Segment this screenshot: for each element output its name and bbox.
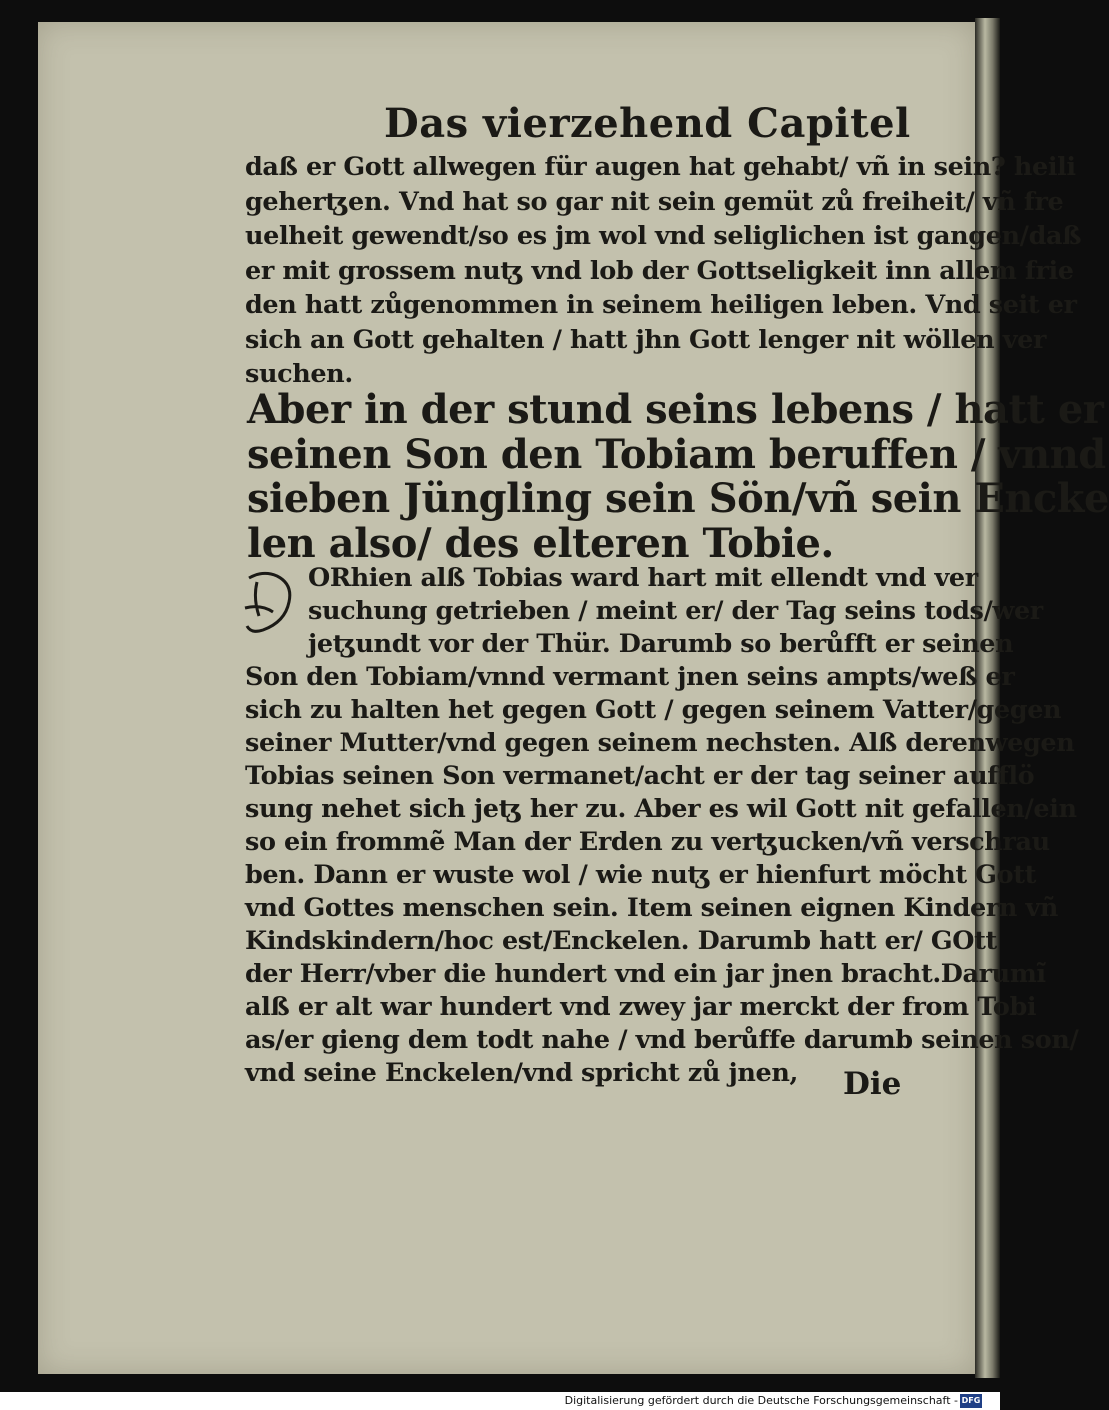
p2-line: sung nehet sich jeꜩ her zu. Aber es wil Gott nit gefallen/ein: [245, 794, 1077, 824]
hd-line: sieben Jüngling sein Sön/vñ sein Encke: [247, 475, 1109, 522]
p1-line: suchen.: [245, 359, 353, 389]
p1-line: er mit grossem nuꜩ vnd lob der Gottseligkeit inn allem frie: [245, 255, 1074, 286]
running-head: Das vierzehend Capitel: [384, 100, 911, 147]
p2-line: Kindskindern/hoc est/Enckelen. Darumb hatt er/ GOtt: [245, 926, 997, 956]
p2-line: suchung getrieben / meint er/ der Tag seins tods/wer: [308, 596, 1043, 626]
p1-line: sich an Gott gehalten / hatt jhn Gott lenger nit wöllen ver: [245, 324, 1047, 355]
p2-line: vnd seine Enckelen/vnd spricht zů jnen,: [245, 1058, 798, 1088]
dfg-logo-icon: DFG: [960, 1394, 982, 1408]
p2-line: alß er alt war hundert vnd zwey jar merckt der from Tobi: [245, 992, 1037, 1022]
p2-line: vnd Gottes menschen sein. Item seinen eignen Kindern vñ: [245, 893, 1059, 923]
p1-line: geherꜩen. Vnd hat so gar nit sein gemüt zů freiheit/ vñ fre: [245, 186, 1064, 217]
p2-line: ben. Dann er wuste wol / wie nuꜩ er hienfurt möcht Gott: [245, 860, 1036, 890]
drop-cap: [243, 568, 309, 640]
p2-line: Son den Tobiam/vnnd vermant jnen seins ampts/weß er: [245, 662, 1015, 692]
p2-line: jeꜩundt vor der Thür. Darumb so berůfft er seinen: [308, 629, 1014, 659]
p1-line: den hatt zůgenommen in seinem heiligen leben. Vnd seit er: [245, 290, 1077, 320]
p2-line: as/er gieng dem todt nahe / vnd berůffe darumb seinen son/: [245, 1025, 1079, 1055]
footer-credit: Digitalisierung gefördert durch die Deutsche Forschungsgemeinschaft -: [564, 1394, 958, 1407]
p2-line: so ein frommẽ Man der Erden zu verꜩucken/vñ verschrau: [245, 827, 1050, 857]
p2-line: Tobias seinen Son vermanet/acht er der tag seiner aufflö: [245, 761, 1035, 791]
catchword: Die: [843, 1066, 902, 1102]
p2-line: ORhien alß Tobias ward hart mit ellendt vnd ver: [308, 563, 978, 593]
p1-line: daß er Gott allwegen für augen hat gehabt/ vñ in sein? heili: [245, 152, 1076, 182]
p2-line: seiner Mutter/vnd gegen seinem nechsten. Alß derenwegen: [245, 728, 1075, 758]
hd-line: Aber in der stund seins lebens / hatt er: [247, 386, 1104, 433]
p1-line: uelheit gewendt/so es jm wol vnd seliglichen ist gangen/daß: [245, 221, 1082, 251]
p2-line: der Herr/vber die hundert vnd ein jar jnen bracht.Darumĩ: [245, 959, 1046, 989]
drop-cap-flourish-icon: [243, 568, 309, 640]
hd-line: seinen Son den Tobiam beruffen / vnnd: [247, 430, 1106, 478]
p2-line: sich zu halten het gegen Gott / gegen seinem Vatter/gegen: [245, 695, 1062, 725]
hd-line: len also/ des elteren Tobie.: [247, 519, 834, 567]
